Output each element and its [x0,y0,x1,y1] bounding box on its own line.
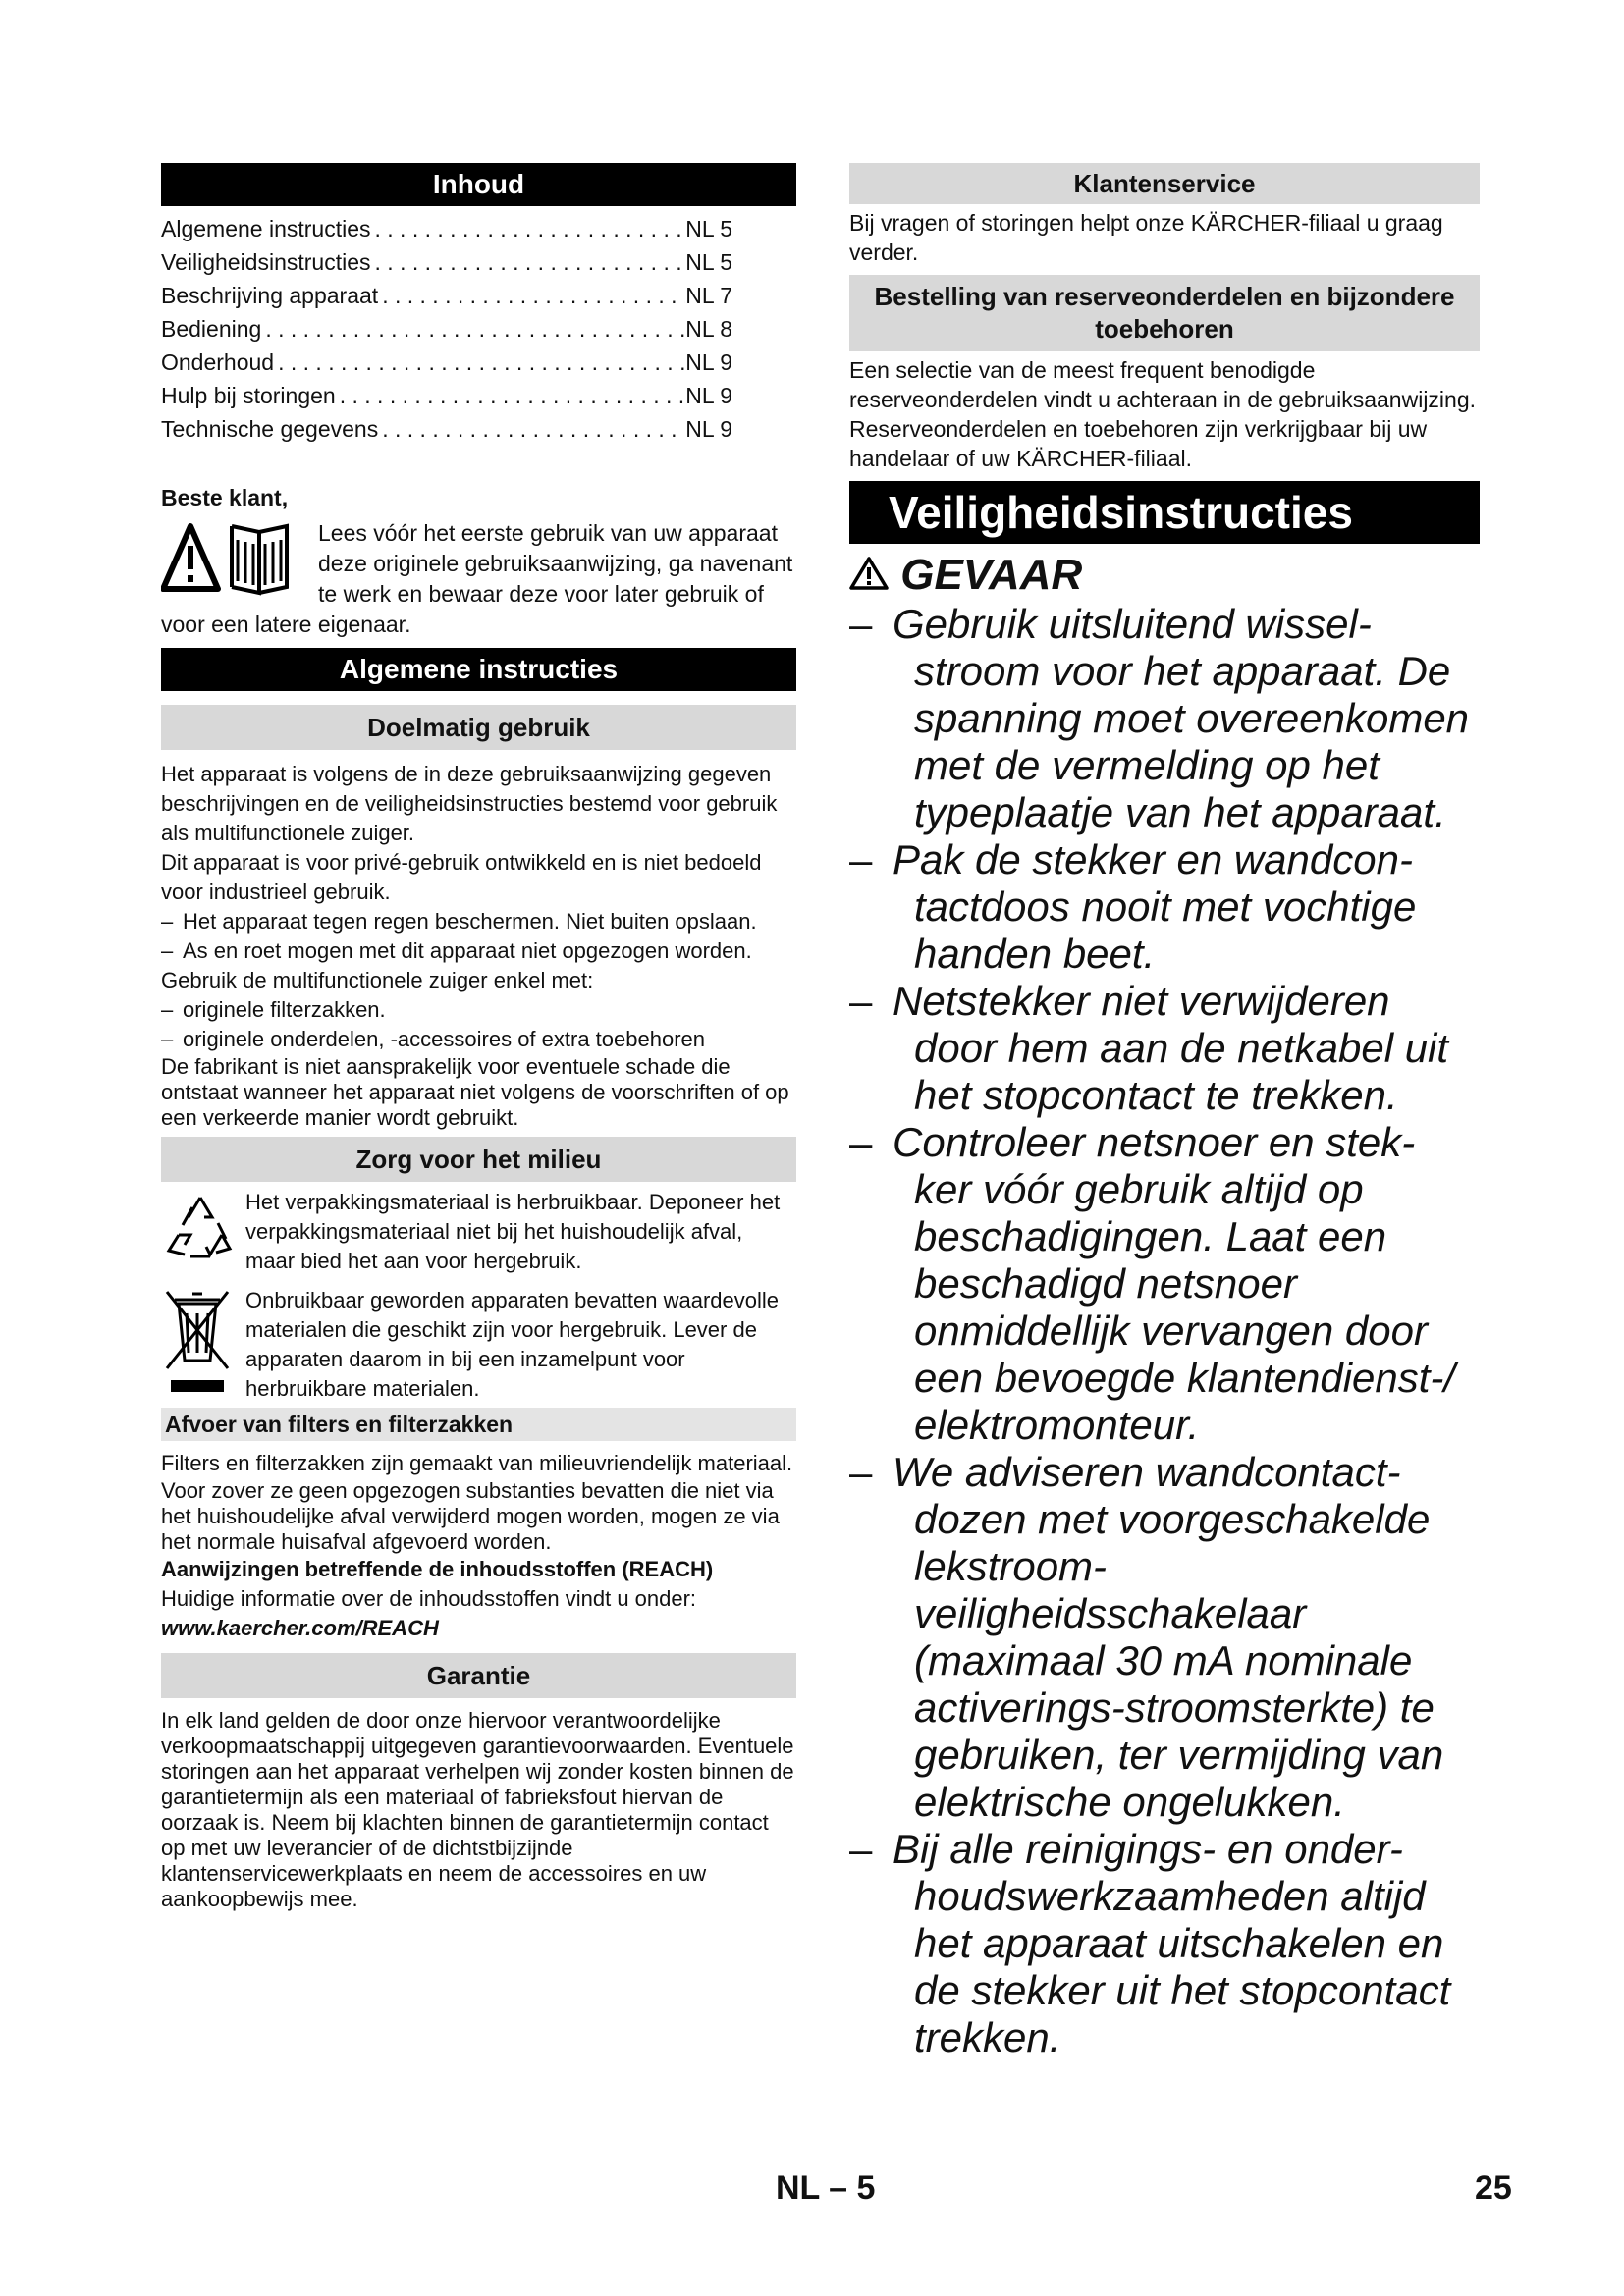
toc-entry-page: NL 9 [685,416,732,442]
left-column [161,163,796,1912]
toc-row[interactable] [161,379,732,412]
environment-weee-block [161,1286,796,1404]
danger-item [849,1119,1480,1449]
toc-row[interactable] [161,279,732,312]
greeting: Beste klant, [161,485,289,510]
general-title: Algemene instructies [161,648,796,691]
table-of-contents [161,212,736,446]
intended-use-p1: Het apparaat is volgens de in deze gebruiksaanwijzing gegeven beschrijvingen en de veiligheidsinstructies bestemd voor gebruik als multifunctionele zuiger. [161,762,778,845]
right-column [849,163,1480,2061]
toc-row[interactable] [161,412,732,446]
list-item-text: As en roet mogen met dit apparaat niet opgezogen worden. [183,938,752,963]
danger-label: GEVAAR [900,551,1083,599]
intended-use-list-2 [161,995,796,1054]
toc-leader-dots [274,346,685,379]
dash-bullet: – [849,1449,873,1495]
danger-item-text [893,601,1480,836]
toc-entry-page: NL 9 [685,349,732,375]
danger-item-first-line: We adviseren wandcontact- [893,1449,1401,1495]
danger-item [849,601,1480,836]
toc-row[interactable] [161,312,732,346]
dash-bullet: – [161,909,174,934]
danger-item [849,978,1480,1119]
toc-entry-page: NL 8 [685,316,732,342]
parts-text: Een selectie van de meest frequent benodigde reserveonderdelen vindt u achteraan in de gebruiksaanwijzing. Reserveonderdelen en toebehoren zijn verkrijgbaar bij uw handelaar of uw KÄRCHER-filiaal. [849,357,1477,471]
service-title: Klantenservice [849,163,1480,204]
danger-item-first-line: Controleer netsnoer en stek- [893,1119,1416,1165]
list-item [161,1025,796,1054]
danger-item-text [893,1119,1480,1449]
list-item [161,995,796,1025]
dash-bullet: – [849,1826,873,1872]
intended-use-p3: Gebruik de multifunctionele zuiger enkel met: [161,968,594,992]
danger-list [849,601,1480,2061]
environment-p1: Het verpakkingsmateriaal is herbruikbaar. Deponeer het verpakkingsmateriaal niet bij het huishoudelijk afval, maar bied het aan voor hergebruik. [245,1190,781,1273]
toc-entry-name: Hulp bij storingen [161,383,336,408]
list-item [161,907,796,936]
toc-entry-page: NL 5 [685,249,732,275]
dash-bullet: – [849,978,873,1024]
danger-item-first-line: Gebruik uitsluitend wissel- [893,601,1372,647]
list-item-text: originele onderdelen, -accessoires of extra toebehoren [183,1027,705,1051]
toc-leader-dots [261,312,685,346]
danger-heading [849,550,1480,601]
danger-item [849,836,1480,978]
toc-leader-dots [378,412,685,446]
reach-text: Huidige informatie over de inhoudsstoffen vindt u onder: [161,1586,697,1611]
toc-row[interactable] [161,212,732,245]
toc-entry-name: Algemene instructies [161,216,371,241]
toc-entry-name: Technische gegevens [161,416,379,442]
danger-item-first-line: Bij alle reinigings- en onder- [893,1826,1403,1872]
danger-item-text [893,1826,1480,2061]
filters-p1: Filters en filterzakken zijn gemaakt van milieuvriendelijk materiaal. [161,1451,793,1475]
list-item-text: originele filterzakken. [183,997,386,1022]
safety-title: Veiligheidsinstructies [849,481,1480,544]
environment-recycle-block [161,1188,796,1286]
reach-title: Aanwijzingen betreffende de inhoudsstoffen (REACH) [161,1557,714,1581]
danger-item-rest: houdswerkzaamheden altijd het apparaat uitschakelen en de stekker uit het stopcontact trekken. [914,1873,1451,2060]
warranty-title: Garantie [161,1653,796,1698]
toc-row[interactable] [161,245,732,279]
filters-p2: Voor zover ze geen opgezogen substanties bevatten die niet via het huishoudelijke afval verwijderd mogen worden, mogen ze via het normale huisafval afgevoerd worden. [161,1478,780,1554]
list-item-text: Het apparaat tegen regen beschermen. Niet buiten opslaan. [183,909,757,934]
intended-use-list [161,907,796,966]
reach-url[interactable]: www.kaercher.com/REACH [161,1616,439,1640]
danger-item-text [893,1449,1480,1826]
dash-bullet: – [849,836,873,882]
toc-leader-dots [371,245,686,279]
dash-bullet: – [161,1027,174,1051]
toc-row[interactable] [161,346,732,379]
danger-item [849,1826,1480,2061]
toc-entry-name: Onderhoud [161,349,275,375]
intended-use-p4: De fabrikant is niet aansprakelijk voor eventuele schade die ontstaat wanneer het apparaat niet volgens de voorschriften of op een verkeerde manier wordt gebruikt. [161,1054,789,1130]
warning-triangle-icon [849,551,900,599]
environment-p2: Onbruikbaar geworden apparaten bevatten waardevolle materialen die geschikt zijn voor hergebruik. Lever de apparaten daarom in bij een inzamelpunt voor herbruikbare materialen. [245,1288,780,1401]
danger-item [849,1449,1480,1826]
filters-title: Afvoer van filters en filterzakken [161,1408,796,1441]
page-number: 25 [1475,2169,1512,2207]
danger-item-rest: dozen met voorgeschakelde lekstroom-veiligheidsschakelaar (maximaal 30 mA nominale activerings-stroomsterkte) te gebruiken, ter vermijding van elektrische ongelukken. [914,1496,1444,1825]
toc-entry-page: NL 9 [685,383,732,408]
danger-item-rest: tactdoos nooit met vochtige handen beet. [914,883,1417,977]
intended-use-title: Doelmatig gebruik [161,705,796,750]
toc-title: Inhoud [161,163,796,206]
service-text: Bij vragen of storingen helpt onze KÄRCHER-filiaal u graag verder. [849,210,1443,265]
danger-item-text [893,836,1480,978]
danger-item-text [893,978,1480,1119]
toc-entry-name: Bediening [161,316,262,342]
danger-item-rest: ker vóór gebruik altijd op beschadigingen. Laat een beschadigd netsnoer onmiddellijk vervangen door een bevoegde klantendienst-/ elektromonteur. [914,1166,1456,1448]
intro-text: Lees vóór het eerste gebruik van uw apparaat deze originele gebruiksaanwijzing, ga navenant te werk en bewaar deze voor later gebruik of voor een latere eigenaar. [161,520,793,637]
toc-entry-name: Veiligheidsinstructies [161,249,371,275]
toc-leader-dots [371,212,686,245]
toc-entry-page: NL 7 [685,283,732,308]
dash-bullet: – [161,997,174,1022]
toc-entry-page: NL 5 [685,216,732,241]
dash-bullet: – [161,938,174,963]
dash-bullet: – [849,601,873,647]
danger-item-first-line: Pak de stekker en wandcon- [893,836,1413,882]
section-page-label: NL – 5 [776,2169,876,2207]
warning-manual-icon [161,518,318,609]
intended-use-p2: Dit apparaat is voor privé-gebruik ontwikkeld en is niet bedoeld voor industrieel gebruik. [161,850,762,904]
list-item [161,936,796,966]
weee-bin-icon [161,1286,245,1402]
toc-leader-dots [336,379,686,412]
recycle-icon [161,1188,245,1286]
danger-item-first-line: Netstekker niet verwijderen [893,978,1390,1024]
intro-block [161,518,796,640]
danger-item-rest: stroom voor het apparaat. De spanning moet overeenkomen met de vermelding op het typeplaatje van het apparaat. [914,648,1470,835]
toc-entry-name: Beschrijving apparaat [161,283,379,308]
environment-title: Zorg voor het milieu [161,1137,796,1182]
toc-leader-dots [378,279,685,312]
warranty-text: In elk land gelden de door onze hiervoor verantwoordelijke verkoopmaatschappij uitgegeven garantievoorwaarden. Eventuele storingen aan het apparaat verhelpen wij zonder kosten binnen de garantietermijn als een materiaal of fabrieksfout hiervan de oorzaak is. Neem bij klachten binnen de garantietermijn contact op met uw leverancier of de dichtstbijzijnde klantenservicewerkplaats en neem de accessoires en uw aankoopbewijs mee. [161,1708,794,1911]
dash-bullet: – [849,1119,873,1165]
parts-title: Bestelling van reserveonderdelen en bijzondere toebehoren [849,275,1480,351]
danger-item-rest: door hem aan de netkabel uit het stopcontact te trekken. [914,1025,1449,1118]
